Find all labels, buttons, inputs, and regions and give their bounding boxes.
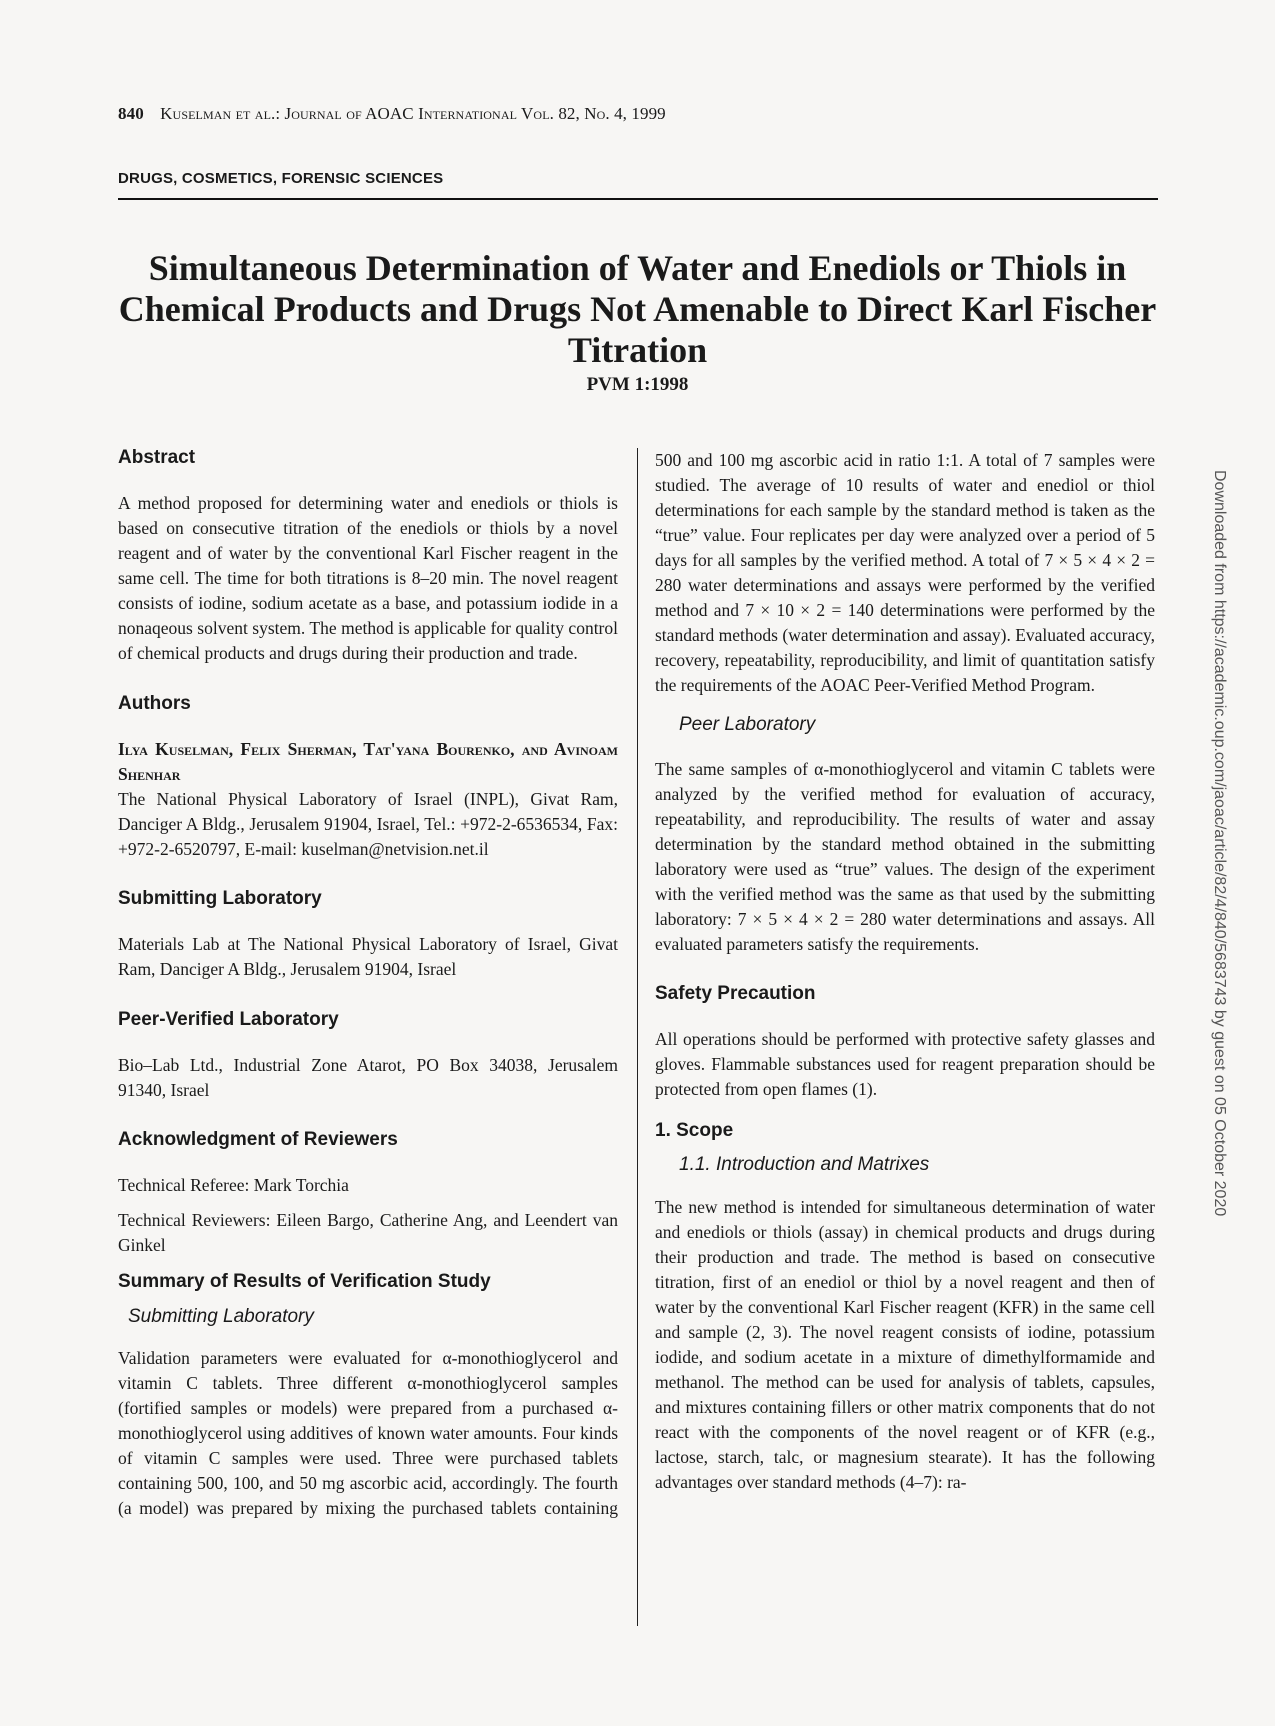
technical-reviewers: Technical Reviewers: Eileen Bargo, Catherine Ang, and Leendert van Ginkel [118, 1210, 618, 1255]
scope-subheading: 1.1. Introduction and Matrixes [679, 1154, 930, 1175]
left-column [118, 445, 618, 1521]
summary-peer-text: The same samples of α-monothioglycerol and vitamin C tablets were analyzed by the verified method for evaluation of accuracy, repeatability, and reproducibility. The results of water and assay determination by the standard method obtained in the submitting laboratory were used as “true” values. The design of the experiment with the verified method was the same as that used by the submitting laboratory: 7 × 5 × 4 × 2 = 280 water determinations and assays. All evaluated parameters satisfy the requirements. [655, 759, 1155, 954]
download-watermark: Downloaded from https://academic.oup.com/jaoac/article/82/4/840/5683743 by guest on 05 October 2020 [1211, 470, 1228, 1217]
authors-heading: Authors [118, 693, 191, 714]
acknowledgment-heading: Acknowledgment of Reviewers [118, 1129, 398, 1150]
journal-citation: Kuselman et al.: Journal of AOAC International Vol. 82, No. 4, 1999 [160, 104, 666, 123]
safety-heading: Safety Precaution [655, 983, 816, 1004]
page-number: 840 [118, 104, 144, 123]
summary-heading: Summary of Results of Verification Study [118, 1271, 491, 1292]
summary-peer-heading: Peer Laboratory [679, 714, 816, 735]
abstract-text: A method proposed for determining water and enediols or thiols is based on consecutive titration of the enediols or thiols by a novel reagent and of water by the conventional Karl Fischer reagent in the same cell. The time for both titrations is 8–20 min. The novel reagent consists of iodine, sodium acetate as a base, and potassium iodide in a nonaqeous solvent system. The method is applicable for quality control of chemical products and drugs during their production and trade. [118, 493, 618, 663]
running-head [118, 104, 666, 124]
scope-text: The new method is intended for simultaneous determination of water and enediols or thiols (assay) in chemical products and drugs during their production and trade. The method is based on consecutive titration, first of an enediol or thiol by a novel reagent and then of water by the conventional Karl Fischer reagent (KFR) in the same cell and sample (2, 3). The novel reagent consists of iodine, potassium iodide, and sodium acetate in a mixture of dimethylformamide and methanol. The method can be used for analysis of tablets, capsules, and mixtures containing fillers or other matrix components that do not react with the components of the novel reagent or of KFR (e.g., lactose, starch, talc, or magnesium stearate). It has the following advantages over standard methods (4–7): ra- [655, 1197, 1155, 1492]
author-affiliation: The National Physical Laboratory of Israel (INPL), Givat Ram, Danciger A Bldg., Jerusalem 91904, Israel, Tel.: +972-2-6536534, Fax: +972-2-6520797, E-mail: kuselman@netvision.net.il [118, 789, 618, 859]
header-rule [118, 198, 1158, 200]
safety-text: All operations should be performed with protective safety glasses and gloves. Flammable substances used for reagent preparation should be protected from open flames (1). [655, 1029, 1155, 1099]
peer-verified-lab-text: Bio–Lab Ltd., Industrial Zone Atarot, PO Box 34038, Jerusalem 91340, Israel [118, 1055, 618, 1100]
submitting-lab-text: Materials Lab at The National Physical Laboratory of Israel, Givat Ram, Danciger A Bldg., Jerusalem 91904, Israel [118, 934, 618, 979]
peer-verified-lab-heading: Peer-Verified Laboratory [118, 1009, 339, 1030]
abstract-heading: Abstract [118, 447, 196, 468]
summary-continuation-window [655, 448, 1155, 698]
right-column [655, 448, 1155, 1495]
section-label: DRUGS, COSMETICS, FORENSIC SCIENCES [118, 170, 444, 187]
summary-submitting-text-part1: Validation parameters were evaluated for α-monothioglycerol and vitamin C tablets. Three different α-monothioglycerol samples (fortified samples or models) were prepared from a purchased α-monothioglycerol using additives of known water amounts. Four kinds of vitamin C samples were used. Three were purchased tablets containing 500, 100, and 50 mg ascorbic acid, accordingly. The fourth (a model) was prepared by mixing the purchased tablets containing [118, 1348, 618, 1518]
scope-heading: 1. Scope [655, 1120, 734, 1141]
submitting-lab-heading: Submitting Laboratory [118, 888, 322, 909]
summary-submitting-text-continued: 500 and 100 mg ascorbic acid in ratio 1:1. A total of 7 samples were studied. The average of 10 results of water and enediol or thiol determinations for each sample by the standard method is taken as the “true” value. Four replicates per day were analyzed over a period of 5 days for all samples by the verified method. A total of 7 × 5 × 4 × 2 = 280 water determinations and assays were performed by the verified method and 7 × 10 × 2 = 140 determinations were performed by the standard methods (water determination and assay). Evaluated accuracy, recovery, repeatability, reproducibility, and limit of quantitation satisfy the requirements of the AOAC Peer-Verified Method Program. [655, 450, 1155, 695]
column-divider [637, 448, 638, 1626]
article-title: Simultaneous Determination of Water and Enediols or Thiols in Chemical Products and Drugs Not Amenable to Direct Karl Fischer Titration [118, 248, 1157, 370]
summary-submitting-heading: Submitting Laboratory [128, 1306, 314, 1327]
technical-referee: Technical Referee: Mark Torchia [118, 1175, 349, 1195]
author-names: Ilya Kuselman, Felix Sherman, Tat'yana Bourenko, and Avinoam Shenhar [118, 739, 618, 784]
article-subtitle: PVM 1:1998 [586, 374, 689, 395]
